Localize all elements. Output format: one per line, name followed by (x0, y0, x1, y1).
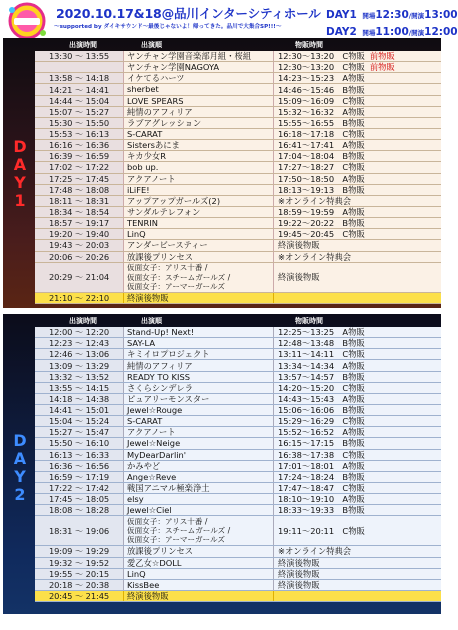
side-label-char: Y (14, 173, 26, 192)
performer-name: サンダルテレフォン (127, 207, 201, 218)
day1-column-headers (3, 38, 441, 50)
time-cell: 16:13 ～ 16:33 (35, 450, 123, 460)
time-cell (35, 62, 123, 72)
sales-cell (273, 174, 441, 184)
sales-cell (273, 427, 441, 437)
performer-cell (123, 96, 273, 106)
time-cell: 12:46 ～ 13:06 (35, 349, 123, 359)
performer-name: ピュアリーモンスター (127, 393, 210, 404)
performer-cell (123, 240, 273, 250)
table-row (35, 591, 441, 602)
sales-cell (273, 383, 441, 393)
sales-time: 13:11～14:11 C物販 (278, 349, 365, 360)
pre-sales-note: 前物販 (369, 51, 395, 62)
time-cell: 17:02 ～ 17:22 (35, 162, 123, 172)
time-cell: 20:06 ～ 20:26 (35, 252, 123, 262)
sales-cell (273, 62, 441, 72)
performer-name: elsy (127, 494, 144, 505)
performer-cell (123, 62, 273, 72)
performer-cell (123, 416, 273, 426)
performer-name: Stand-Up! Next! (127, 327, 195, 338)
side-label-char: 2 (14, 485, 26, 504)
time-cell: 12:23 ～ 12:43 (35, 338, 123, 348)
performer-name: キカ少女R (127, 151, 166, 162)
sales-cell (273, 416, 441, 426)
sales-time: 18:13～19:13 B物販 (278, 184, 365, 195)
performer-cell (123, 84, 273, 94)
column-header-sales: 物販時間 (295, 317, 323, 325)
sales-cell (273, 546, 441, 556)
performer-cell (123, 293, 273, 303)
sales-time: 15:32～16:32 A物販 (278, 106, 365, 117)
performer-cell (123, 505, 273, 515)
time-cell: 18:34 ～ 18:54 (35, 207, 123, 217)
sales-time: 12:30～13:20 C物販 (278, 51, 365, 62)
time-cell: 13:09 ～ 13:29 (35, 360, 123, 370)
time-cell: 17:48 ～ 18:08 (35, 185, 123, 195)
performer-cell (123, 338, 273, 348)
performer-name: Sistersあにま (127, 140, 180, 151)
sales-time: 18:59～19:59 A物販 (278, 207, 365, 218)
performer-name: 仮面女子：アーマーガールズ (127, 535, 225, 545)
time-cell: 15:50 ～ 16:10 (35, 438, 123, 448)
time-cell: 12:00 ～ 12:20 (35, 327, 123, 337)
performer-cell (123, 252, 273, 262)
sales-cell (273, 483, 441, 493)
day1-timetable (3, 38, 441, 308)
sales-cell (273, 580, 441, 590)
time-cell: 15:30 ～ 15:50 (35, 118, 123, 128)
time-cell: 20:18 ～ 20:38 (35, 580, 123, 590)
sales-cell (273, 129, 441, 139)
time-cell: 17:45 ～ 18:05 (35, 494, 123, 504)
sales-time: 15:55～16:55 B物販 (278, 117, 365, 128)
day2-side-label (11, 432, 29, 504)
time-cell: 19:20 ～ 19:40 (35, 229, 123, 239)
event-logo-icon (4, 2, 50, 40)
sales-cell (273, 263, 441, 292)
performer-cell (123, 162, 273, 172)
performer-cell (123, 174, 273, 184)
sales-time: 12:25～13:25 A物販 (278, 327, 365, 338)
sales-time: 16:15～17:15 B物販 (278, 438, 365, 449)
time-cell: 18:08 ～ 18:28 (35, 505, 123, 515)
time-cell: 16:39 ～ 16:59 (35, 151, 123, 161)
time-cell: 13:30 ～ 13:55 (35, 51, 123, 61)
performer-cell (123, 51, 273, 61)
performer-cell (123, 558, 273, 568)
performer-cell (123, 580, 273, 590)
performer-name: Jewel☆Rouge (127, 405, 183, 416)
sales-time: 15:09～16:09 C物販 (278, 95, 365, 106)
sales-cell (273, 240, 441, 250)
day2-label: DAY2 (326, 26, 357, 38)
sales-cell (273, 450, 441, 460)
sales-cell (273, 51, 441, 61)
performer-name: かみやど (127, 460, 161, 471)
performer-cell (123, 185, 273, 195)
sales-time: 17:47～18:47 C物販 (278, 483, 365, 494)
sales-time: 12:30～13:20 C物販 (278, 62, 365, 73)
performer-name: 戦国アニマル極楽浄土 (127, 483, 210, 494)
sales-cell (273, 207, 441, 217)
column-header-performer: 出演順 (141, 41, 162, 49)
sales-time: 16:18～17:18 C物販 (278, 129, 365, 140)
sales-cell (273, 327, 441, 337)
performer-name: 終演後物販 (127, 292, 169, 303)
performer-name: LinQ (127, 229, 146, 240)
time-cell: 17:22 ～ 17:42 (35, 483, 123, 493)
sales-time: 終演後物販 (278, 579, 320, 590)
sales-time: 終演後物販 (278, 568, 320, 579)
sales-cell (273, 558, 441, 568)
performer-name: Jewel☆Ciel (127, 505, 172, 516)
time-cell: 13:55 ～ 14:15 (35, 383, 123, 393)
performer-cell (123, 516, 273, 545)
performer-cell (123, 461, 273, 471)
day1-side-label (11, 138, 29, 210)
sales-cell (273, 140, 441, 150)
time-cell: 20:29 ～ 21:04 (35, 263, 123, 292)
performer-name: イケてるハーツ (127, 73, 185, 84)
sales-cell (273, 84, 441, 94)
pre-sales-note: 前物販 (369, 62, 395, 73)
time-cell: 14:21 ～ 14:41 (35, 84, 123, 94)
sales-cell (273, 438, 441, 448)
column-header-time: 出演時間 (69, 41, 97, 49)
performer-cell (123, 483, 273, 493)
sales-cell (273, 569, 441, 579)
sales-time: 17:24～18:24 B物販 (278, 471, 365, 482)
sales-time: 12:48～13:48 B物販 (278, 338, 365, 349)
sales-cell (273, 107, 441, 117)
day2-column-headers (3, 314, 441, 326)
performer-name: キミイロプロジェクト (127, 349, 210, 360)
sales-cell (273, 96, 441, 106)
performer-cell (123, 405, 273, 415)
sales-cell (273, 293, 441, 303)
performer-cell (123, 229, 273, 239)
performer-name: 放課後プリンセス (127, 546, 194, 557)
side-label-char: A (13, 155, 27, 174)
sales-time: ※オンライン特典会 (278, 546, 352, 557)
sales-time: 18:33～19:33 B物販 (278, 505, 365, 516)
performer-cell (123, 372, 273, 382)
performer-name: アクアノート (127, 173, 176, 184)
performer-name: Ange☆Reve (127, 471, 177, 482)
performer-name: 放課後プリンセス (127, 251, 194, 262)
time-cell: 16:59 ～ 17:19 (35, 472, 123, 482)
time-cell: 15:53 ～ 16:13 (35, 129, 123, 139)
sales-cell (273, 461, 441, 471)
sales-time: 17:50～18:50 A物販 (278, 173, 365, 184)
performer-name: READY TO KISS (127, 371, 190, 382)
performer-name: 終演後物販 (127, 591, 169, 602)
time-cell: 19:09 ～ 19:29 (35, 546, 123, 556)
side-label-char: 1 (14, 191, 26, 210)
performer-cell (123, 450, 273, 460)
sales-cell (273, 218, 441, 228)
sales-cell (273, 162, 441, 172)
table-row (35, 252, 441, 263)
time-cell: 14:44 ～ 15:04 (35, 96, 123, 106)
performer-cell (123, 569, 273, 579)
sales-cell (273, 505, 441, 515)
performer-name: ヤンチャン学園音楽部月組・桜組 (127, 51, 252, 62)
time-cell: 18:11 ～ 18:31 (35, 196, 123, 206)
sales-time: 18:10～19:10 A物販 (278, 494, 365, 505)
sales-cell (273, 372, 441, 382)
sales-cell (273, 349, 441, 359)
time-cell: 19:32 ～ 19:52 (35, 558, 123, 568)
sales-time: 15:29～16:29 C物販 (278, 416, 365, 427)
side-label-char: Y (14, 467, 26, 486)
sales-cell (273, 229, 441, 239)
performer-name: MyDearDarlin' (127, 449, 187, 460)
sales-time: 14:20～15:20 C物販 (278, 382, 365, 393)
side-label-char: D (13, 137, 27, 156)
side-label-char: A (13, 449, 27, 468)
sales-time: 終演後物販 (278, 557, 320, 568)
performer-name: ヤンチャン学園NAGOYA (127, 62, 220, 73)
day1-rows (35, 51, 441, 304)
sales-cell (273, 338, 441, 348)
sales-cell (273, 591, 441, 601)
sales-time: ※オンライン特典会 (278, 251, 352, 262)
performer-name: 純情のアフィリア (127, 360, 193, 371)
performer-cell (123, 218, 273, 228)
sales-cell (273, 252, 441, 262)
performer-cell (123, 140, 273, 150)
time-cell: 14:41 ～ 15:01 (35, 405, 123, 415)
performer-name: KissBee (127, 579, 160, 590)
sales-cell (273, 118, 441, 128)
sales-cell (273, 394, 441, 404)
performer-cell (123, 394, 273, 404)
day2-timetable (3, 314, 441, 614)
sales-time: 終演後物販 (278, 240, 320, 251)
performer-name: 仮面女子：スチームガールズ / (127, 272, 231, 282)
table-row (35, 516, 441, 546)
performer-name: 仮面女子：アーマーガールズ (127, 281, 225, 291)
event-subtitle: ～supported by ダイキサウンド～最後じゃないよ！帰ってきた。品川で大集合SP!!!～ (54, 24, 282, 30)
day2-time-summary: DAY2 開場11:00/開演12:00 (326, 26, 458, 38)
sales-time: 14:23～15:23 A物販 (278, 73, 365, 84)
performer-cell (123, 546, 273, 556)
performer-name: TENRIN (127, 218, 158, 229)
performer-cell (123, 118, 273, 128)
performer-name: SAY-LA (127, 338, 156, 349)
sales-cell (273, 360, 441, 370)
day2-rows (35, 327, 441, 602)
time-cell: 15:27 ～ 15:47 (35, 427, 123, 437)
sales-time: 13:34～14:34 A物販 (278, 360, 365, 371)
performer-cell (123, 438, 273, 448)
time-cell: 17:25 ～ 17:45 (35, 174, 123, 184)
performer-name: アップアップガールズ(2) (127, 195, 221, 206)
performer-name: Jewel☆Neige (127, 438, 181, 449)
event-date-venue: 2020.10.17&18@品川インターシティホール (56, 6, 321, 21)
performer-name: S-CARAT (127, 416, 163, 427)
performer-cell (123, 427, 273, 437)
sales-time: 19:11～20:11 C物販 (278, 525, 365, 536)
performer-cell (123, 327, 273, 337)
performer-cell (123, 73, 273, 83)
performer-cell (123, 196, 273, 206)
time-cell: 18:31 ～ 19:06 (35, 516, 123, 545)
sales-time: 17:01～18:01 A物販 (278, 460, 365, 471)
time-cell: 13:58 ～ 14:18 (35, 73, 123, 83)
performer-cell (123, 107, 273, 117)
sales-time: 14:46～15:46 B物販 (278, 84, 365, 95)
performer-name: 仮面女子：アリス十番 / (127, 517, 208, 527)
performer-name: ラブアグレッション (127, 117, 202, 128)
sales-cell (273, 516, 441, 545)
sales-time: 17:27～18:27 C物販 (278, 162, 365, 173)
day1-time-summary: DAY1 開場12:30/開演13:00 (326, 9, 458, 21)
side-label-char: D (13, 431, 27, 450)
performer-cell (123, 207, 273, 217)
time-cell: 15:04 ～ 15:24 (35, 416, 123, 426)
performer-name: sherbet (127, 84, 159, 95)
time-cell: 14:18 ～ 14:38 (35, 394, 123, 404)
table-row (35, 293, 441, 304)
sales-cell (273, 196, 441, 206)
sales-time: 16:38～17:38 C物販 (278, 449, 365, 460)
performer-name: 愛乙女☆DOLL (127, 557, 182, 568)
performer-cell (123, 349, 273, 359)
time-cell: 19:55 ～ 20:15 (35, 569, 123, 579)
performer-name: 仮面女子：スチームガールズ / (127, 526, 231, 536)
sales-time: 19:45～20:45 C物販 (278, 229, 365, 240)
column-header-time: 出演時間 (69, 317, 97, 325)
performer-name: 純情のアフィリア (127, 106, 193, 117)
table-row (35, 505, 441, 516)
table-row (35, 263, 441, 293)
performer-name: さくらシンデレラ (127, 382, 194, 393)
performer-cell (123, 494, 273, 504)
sales-time: 終演後物販 (278, 272, 320, 283)
performer-name: LinQ (127, 568, 146, 579)
time-cell: 21:10 ～ 22:10 (35, 293, 123, 303)
time-cell: 18:57 ～ 19:17 (35, 218, 123, 228)
sales-time: ※オンライン特典会 (278, 195, 352, 206)
time-cell: 16:16 ～ 16:36 (35, 140, 123, 150)
sales-time: 16:41～17:41 A物販 (278, 140, 365, 151)
time-cell: 16:36 ～ 16:56 (35, 461, 123, 471)
sales-cell (273, 73, 441, 83)
sales-time: 13:57～14:57 B物販 (278, 371, 365, 382)
column-header-sales: 物販時間 (295, 41, 323, 49)
performer-name: アクアノート (127, 427, 176, 438)
sales-cell (273, 405, 441, 415)
performer-cell (123, 151, 273, 161)
performer-cell (123, 383, 273, 393)
sales-cell (273, 151, 441, 161)
sales-cell (273, 185, 441, 195)
time-cell: 20:45 ～ 21:45 (35, 591, 123, 601)
time-cell: 19:43 ～ 20:03 (35, 240, 123, 250)
performer-name: アンダービースティー (127, 240, 208, 251)
day1-label: DAY1 (326, 9, 357, 21)
sales-cell (273, 472, 441, 482)
sales-time: 14:43～15:43 A物販 (278, 393, 365, 404)
time-cell: 15:07 ～ 15:27 (35, 107, 123, 117)
performer-name: 仮面女子：アリス十番 / (127, 263, 208, 273)
performer-name: bob up. (127, 162, 159, 173)
performer-cell (123, 129, 273, 139)
performer-cell (123, 263, 273, 292)
column-header-performer: 出演順 (141, 317, 162, 325)
time-cell: 13:32 ～ 13:52 (35, 372, 123, 382)
performer-cell (123, 472, 273, 482)
performer-name: LOVE SPEARS (127, 95, 184, 106)
sales-time: 15:06～16:06 B物販 (278, 405, 365, 416)
performer-cell (123, 591, 273, 601)
sales-cell (273, 494, 441, 504)
sales-time: 15:52～16:52 A物販 (278, 427, 365, 438)
performer-name: S-CARAT (127, 129, 163, 140)
sales-time: 17:04～18:04 B物販 (278, 151, 365, 162)
sales-time: 19:22～20:22 B物販 (278, 218, 365, 229)
performer-cell (123, 360, 273, 370)
performer-name: iLiFE! (127, 184, 150, 195)
